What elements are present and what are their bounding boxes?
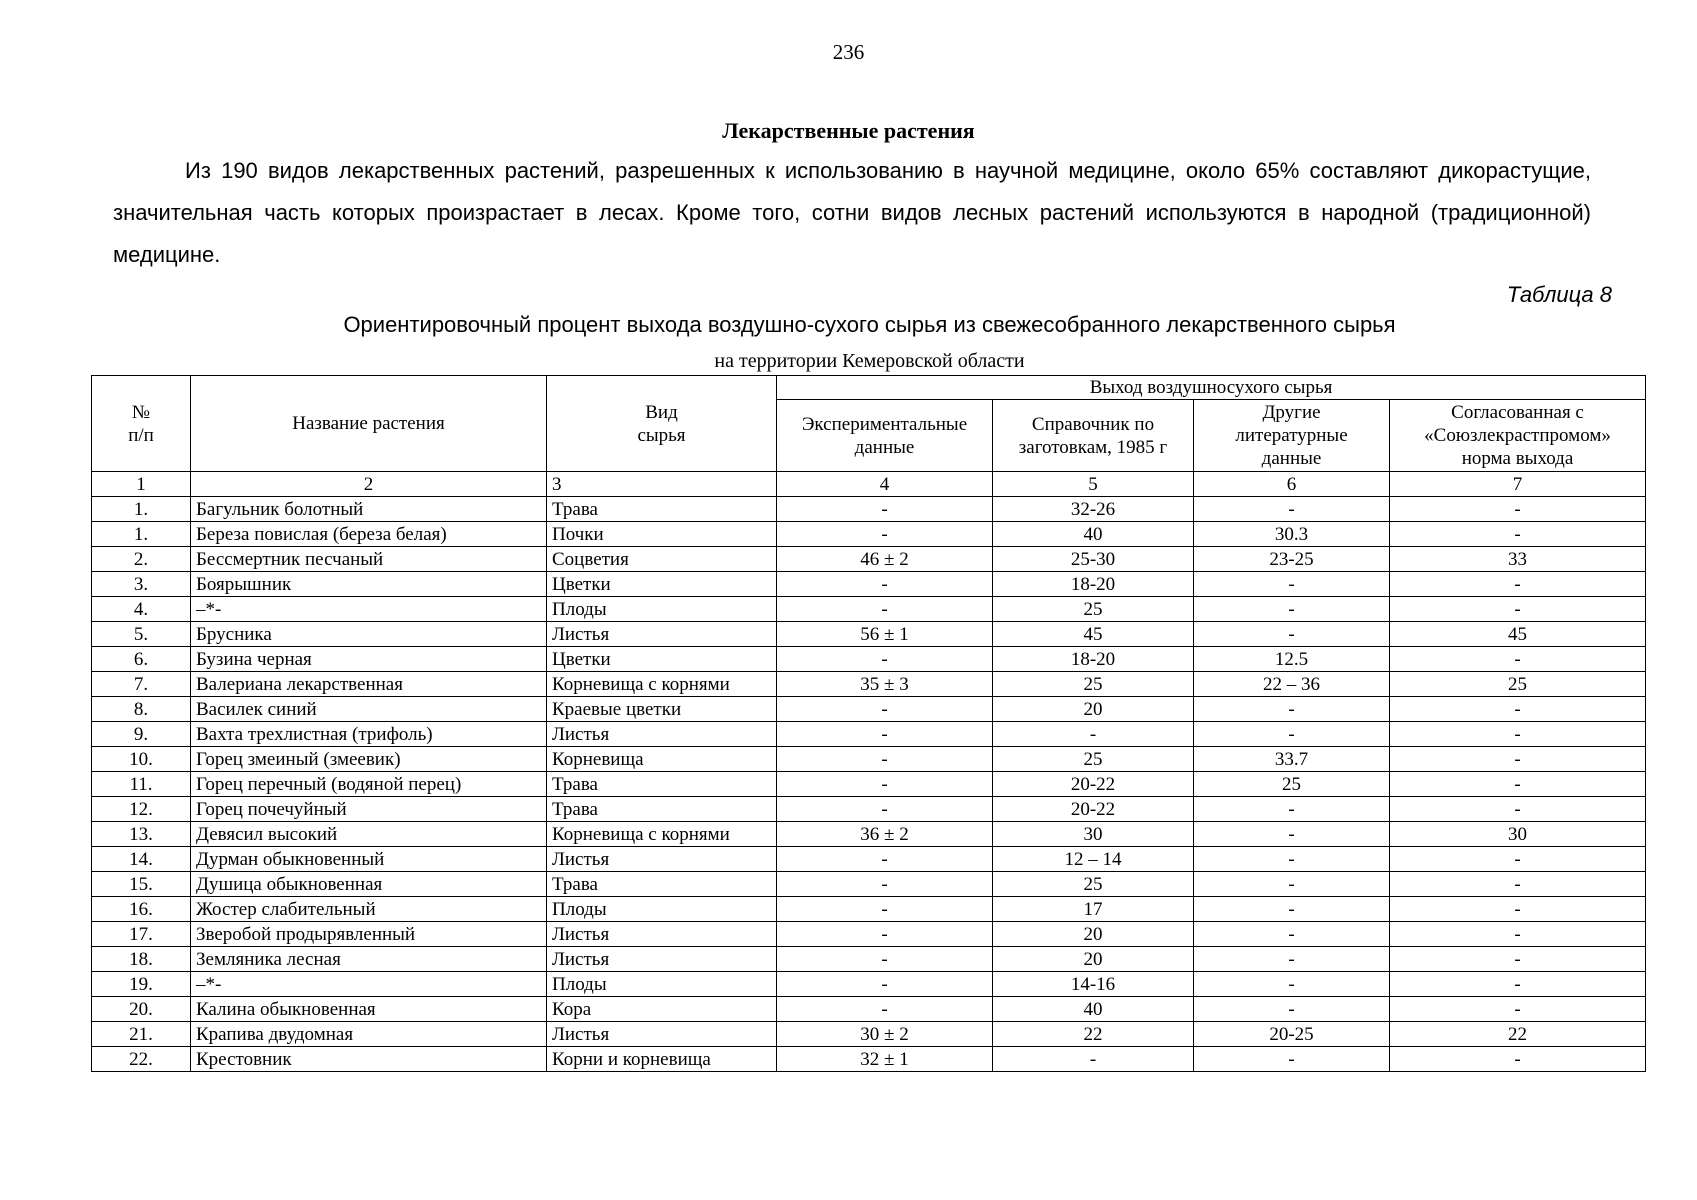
- raw-type: Корневища с корнями: [547, 822, 777, 847]
- column-number-row: [92, 472, 1646, 497]
- reference-value: 32-26: [993, 497, 1194, 522]
- row-number: 7.: [92, 672, 191, 697]
- experimental-value: -: [777, 522, 993, 547]
- experimental-value: 46 ± 2: [777, 547, 993, 572]
- reference-value: 20-22: [993, 797, 1194, 822]
- other-literature-value: -: [1194, 972, 1390, 997]
- experimental-value: -: [777, 997, 993, 1022]
- reference-value: 25: [993, 672, 1194, 697]
- column-number: 1: [92, 472, 191, 497]
- raw-type: Корни и корневища: [547, 1047, 777, 1072]
- experimental-value: -: [777, 797, 993, 822]
- table-row: [92, 797, 1646, 822]
- other-literature-value: -: [1194, 872, 1390, 897]
- table-label: Таблица 8: [1506, 282, 1612, 307]
- plant-name: Береза повислая (береза белая): [191, 522, 547, 547]
- row-number: 12.: [92, 797, 191, 822]
- table-row: [92, 1022, 1646, 1047]
- raw-type: Плоды: [547, 597, 777, 622]
- other-literature-value: -: [1194, 597, 1390, 622]
- plant-name: –*-: [191, 597, 547, 622]
- table-row: [92, 622, 1646, 647]
- column-number: 4: [777, 472, 993, 497]
- experimental-value: -: [777, 747, 993, 772]
- other-literature-value: -: [1194, 1047, 1390, 1072]
- experimental-value: 30 ± 2: [777, 1022, 993, 1047]
- experimental-value: -: [777, 772, 993, 797]
- experimental-value: -: [777, 847, 993, 872]
- plant-name: Душица обыкновенная: [191, 872, 547, 897]
- experimental-value: -: [777, 897, 993, 922]
- agreed-norm-value: -: [1390, 647, 1646, 672]
- raw-type: Краевые цветки: [547, 697, 777, 722]
- raw-type: Цветки: [547, 572, 777, 597]
- header-agreed-norm: Согласованная с «Союзлекрастпромом» норма выхода: [1390, 400, 1646, 472]
- raw-type: Листья: [547, 622, 777, 647]
- agreed-norm-value: -: [1390, 847, 1646, 872]
- row-number: 9.: [92, 722, 191, 747]
- agreed-norm-value: -: [1390, 897, 1646, 922]
- plant-name: Земляника лесная: [191, 947, 547, 972]
- other-literature-value: -: [1194, 697, 1390, 722]
- plant-name: Горец почечуйный: [191, 797, 547, 822]
- other-literature-value: -: [1194, 922, 1390, 947]
- header-reference: Справочник по заготовкам, 1985 г: [993, 400, 1194, 472]
- experimental-value: -: [777, 572, 993, 597]
- table-row: [92, 497, 1646, 522]
- raw-type: Листья: [547, 722, 777, 747]
- header-plant-name: Название растения: [191, 376, 547, 472]
- reference-value: 25-30: [993, 547, 1194, 572]
- other-literature-value: 22 – 36: [1194, 672, 1390, 697]
- reference-value: 20: [993, 922, 1194, 947]
- column-number: 3: [547, 472, 777, 497]
- table-row: [92, 772, 1646, 797]
- table-subcaption: на территории Кемеровской области: [714, 350, 1025, 372]
- reference-value: -: [993, 722, 1194, 747]
- experimental-value: -: [777, 597, 993, 622]
- raw-type: Корневища с корнями: [547, 672, 777, 697]
- raw-type: Корневища: [547, 747, 777, 772]
- table-row: [92, 647, 1646, 672]
- other-literature-value: 25: [1194, 772, 1390, 797]
- other-literature-value: -: [1194, 897, 1390, 922]
- other-literature-value: -: [1194, 497, 1390, 522]
- agreed-norm-value: 30: [1390, 822, 1646, 847]
- agreed-norm-value: -: [1390, 572, 1646, 597]
- experimental-value: -: [777, 972, 993, 997]
- plant-name: Василек синий: [191, 697, 547, 722]
- raw-type: Трава: [547, 797, 777, 822]
- experimental-value: 36 ± 2: [777, 822, 993, 847]
- row-number: 10.: [92, 747, 191, 772]
- column-number: 7: [1390, 472, 1646, 497]
- column-number: 6: [1194, 472, 1390, 497]
- plant-name: Вахта трехлистная (трифоль): [191, 722, 547, 747]
- agreed-norm-value: -: [1390, 722, 1646, 747]
- agreed-norm-value: -: [1390, 597, 1646, 622]
- table-row: [92, 747, 1646, 772]
- plant-name: Крестовник: [191, 1047, 547, 1072]
- table-row: [92, 672, 1646, 697]
- column-number: 2: [191, 472, 547, 497]
- table-row: [92, 1047, 1646, 1072]
- other-literature-value: -: [1194, 822, 1390, 847]
- row-number: 11.: [92, 772, 191, 797]
- reference-value: 20: [993, 697, 1194, 722]
- reference-value: 40: [993, 997, 1194, 1022]
- raw-type: Соцветия: [547, 547, 777, 572]
- agreed-norm-value: -: [1390, 772, 1646, 797]
- table-row: [92, 972, 1646, 997]
- plant-name: Крапива двудомная: [191, 1022, 547, 1047]
- other-literature-value: 23-25: [1194, 547, 1390, 572]
- reference-value: 45: [993, 622, 1194, 647]
- reference-value: 18-20: [993, 647, 1194, 672]
- header-experimental: Экспериментальные данные: [777, 400, 993, 472]
- raw-type: Плоды: [547, 897, 777, 922]
- agreed-norm-value: -: [1390, 797, 1646, 822]
- agreed-norm-value: 45: [1390, 622, 1646, 647]
- table-row: [92, 572, 1646, 597]
- raw-type: Цветки: [547, 647, 777, 672]
- raw-type: Листья: [547, 1022, 777, 1047]
- raw-type: Плоды: [547, 972, 777, 997]
- table-caption: Ориентировочный процент выхода воздушно-сухого сырья из свежесобранного лекарственного сырья: [343, 312, 1396, 337]
- header-raw-type: Вид сырья: [547, 376, 777, 472]
- table-row: [92, 822, 1646, 847]
- reference-value: 12 – 14: [993, 847, 1194, 872]
- experimental-value: -: [777, 872, 993, 897]
- table-row: [92, 722, 1646, 747]
- experimental-value: -: [777, 922, 993, 947]
- agreed-norm-value: 25: [1390, 672, 1646, 697]
- table-row: [92, 947, 1646, 972]
- other-literature-value: 33.7: [1194, 747, 1390, 772]
- raw-type: Трава: [547, 772, 777, 797]
- plant-name: Зверобой продырявленный: [191, 922, 547, 947]
- agreed-norm-value: -: [1390, 497, 1646, 522]
- reference-value: 30: [993, 822, 1194, 847]
- agreed-norm-value: -: [1390, 997, 1646, 1022]
- row-number: 17.: [92, 922, 191, 947]
- other-literature-value: 30.3: [1194, 522, 1390, 547]
- plant-name: Горец змеиный (змеевик): [191, 747, 547, 772]
- other-literature-value: -: [1194, 722, 1390, 747]
- plant-name: Калина обыкновенная: [191, 997, 547, 1022]
- header-yield-group: Выход воздушносухого сырья: [777, 376, 1646, 400]
- agreed-norm-value: -: [1390, 922, 1646, 947]
- reference-value: 25: [993, 872, 1194, 897]
- yield-table: [91, 375, 1646, 1072]
- plant-name: Багульник болотный: [191, 497, 547, 522]
- table-row: [92, 847, 1646, 872]
- reference-value: 18-20: [993, 572, 1194, 597]
- row-number: 6.: [92, 647, 191, 672]
- agreed-norm-value: -: [1390, 872, 1646, 897]
- raw-type: Кора: [547, 997, 777, 1022]
- reference-value: 25: [993, 597, 1194, 622]
- experimental-value: -: [777, 697, 993, 722]
- experimental-value: 56 ± 1: [777, 622, 993, 647]
- other-literature-value: 12.5: [1194, 647, 1390, 672]
- reference-value: 25: [993, 747, 1194, 772]
- row-number: 13.: [92, 822, 191, 847]
- plant-name: Валериана лекарственная: [191, 672, 547, 697]
- other-literature-value: -: [1194, 947, 1390, 972]
- row-number: 22.: [92, 1047, 191, 1072]
- agreed-norm-value: -: [1390, 697, 1646, 722]
- column-number: 5: [993, 472, 1194, 497]
- header-other-literature: Другие литературные данные: [1194, 400, 1390, 472]
- agreed-norm-value: 22: [1390, 1022, 1646, 1047]
- raw-type: Трава: [547, 872, 777, 897]
- other-literature-value: -: [1194, 847, 1390, 872]
- other-literature-value: 20-25: [1194, 1022, 1390, 1047]
- table-row: [92, 697, 1646, 722]
- plant-name: Жостер слабительный: [191, 897, 547, 922]
- other-literature-value: -: [1194, 997, 1390, 1022]
- agreed-norm-value: 33: [1390, 547, 1646, 572]
- plant-name: Брусника: [191, 622, 547, 647]
- row-number: 20.: [92, 997, 191, 1022]
- page-number: 236: [832, 40, 865, 64]
- row-number: 14.: [92, 847, 191, 872]
- row-number: 18.: [92, 947, 191, 972]
- other-literature-value: -: [1194, 572, 1390, 597]
- reference-value: 40: [993, 522, 1194, 547]
- agreed-norm-value: -: [1390, 1047, 1646, 1072]
- intro-paragraph: Из 190 видов лекарственных растений, разрешенных к использованию в научной медицине, около 65% составляют дикорастущие, значительная часть которых произрастает в лесах. Кроме того, сотни видов лесных растений используются в народной (традиционной) медицине.: [113, 158, 1591, 267]
- header-num: № п/п: [92, 376, 191, 472]
- agreed-norm-value: -: [1390, 972, 1646, 997]
- raw-type: Листья: [547, 947, 777, 972]
- reference-value: 17: [993, 897, 1194, 922]
- table-row: [92, 997, 1646, 1022]
- row-number: 2.: [92, 547, 191, 572]
- experimental-value: -: [777, 647, 993, 672]
- reference-value: 20: [993, 947, 1194, 972]
- row-number: 5.: [92, 622, 191, 647]
- row-number: 16.: [92, 897, 191, 922]
- plant-name: Боярышник: [191, 572, 547, 597]
- row-number: 19.: [92, 972, 191, 997]
- other-literature-value: -: [1194, 622, 1390, 647]
- other-literature-value: -: [1194, 797, 1390, 822]
- raw-type: Листья: [547, 922, 777, 947]
- table-row: [92, 897, 1646, 922]
- section-title: Лекарственные растения: [722, 118, 975, 143]
- table-row: [92, 922, 1646, 947]
- experimental-value: -: [777, 947, 993, 972]
- row-number: 8.: [92, 697, 191, 722]
- plant-name: Бессмертник песчаный: [191, 547, 547, 572]
- row-number: 15.: [92, 872, 191, 897]
- raw-type: Почки: [547, 522, 777, 547]
- raw-type: Трава: [547, 497, 777, 522]
- reference-value: 14-16: [993, 972, 1194, 997]
- raw-type: Листья: [547, 847, 777, 872]
- experimental-value: 35 ± 3: [777, 672, 993, 697]
- reference-value: -: [993, 1047, 1194, 1072]
- reference-value: 20-22: [993, 772, 1194, 797]
- table-row: [92, 522, 1646, 547]
- row-number: 1.: [92, 522, 191, 547]
- plant-name: –*-: [191, 972, 547, 997]
- experimental-value: 32 ± 1: [777, 1047, 993, 1072]
- plant-name: Горец перечный (водяной перец): [191, 772, 547, 797]
- row-number: 3.: [92, 572, 191, 597]
- row-number: 4.: [92, 597, 191, 622]
- agreed-norm-value: -: [1390, 947, 1646, 972]
- row-number: 21.: [92, 1022, 191, 1047]
- experimental-value: -: [777, 497, 993, 522]
- agreed-norm-value: -: [1390, 522, 1646, 547]
- table-row: [92, 547, 1646, 572]
- table-row: [92, 597, 1646, 622]
- table-row: [92, 872, 1646, 897]
- plant-name: Дурман обыкновенный: [191, 847, 547, 872]
- experimental-value: -: [777, 722, 993, 747]
- plant-name: Девясил высокий: [191, 822, 547, 847]
- row-number: 1.: [92, 497, 191, 522]
- reference-value: 22: [993, 1022, 1194, 1047]
- plant-name: Бузина черная: [191, 647, 547, 672]
- agreed-norm-value: -: [1390, 747, 1646, 772]
